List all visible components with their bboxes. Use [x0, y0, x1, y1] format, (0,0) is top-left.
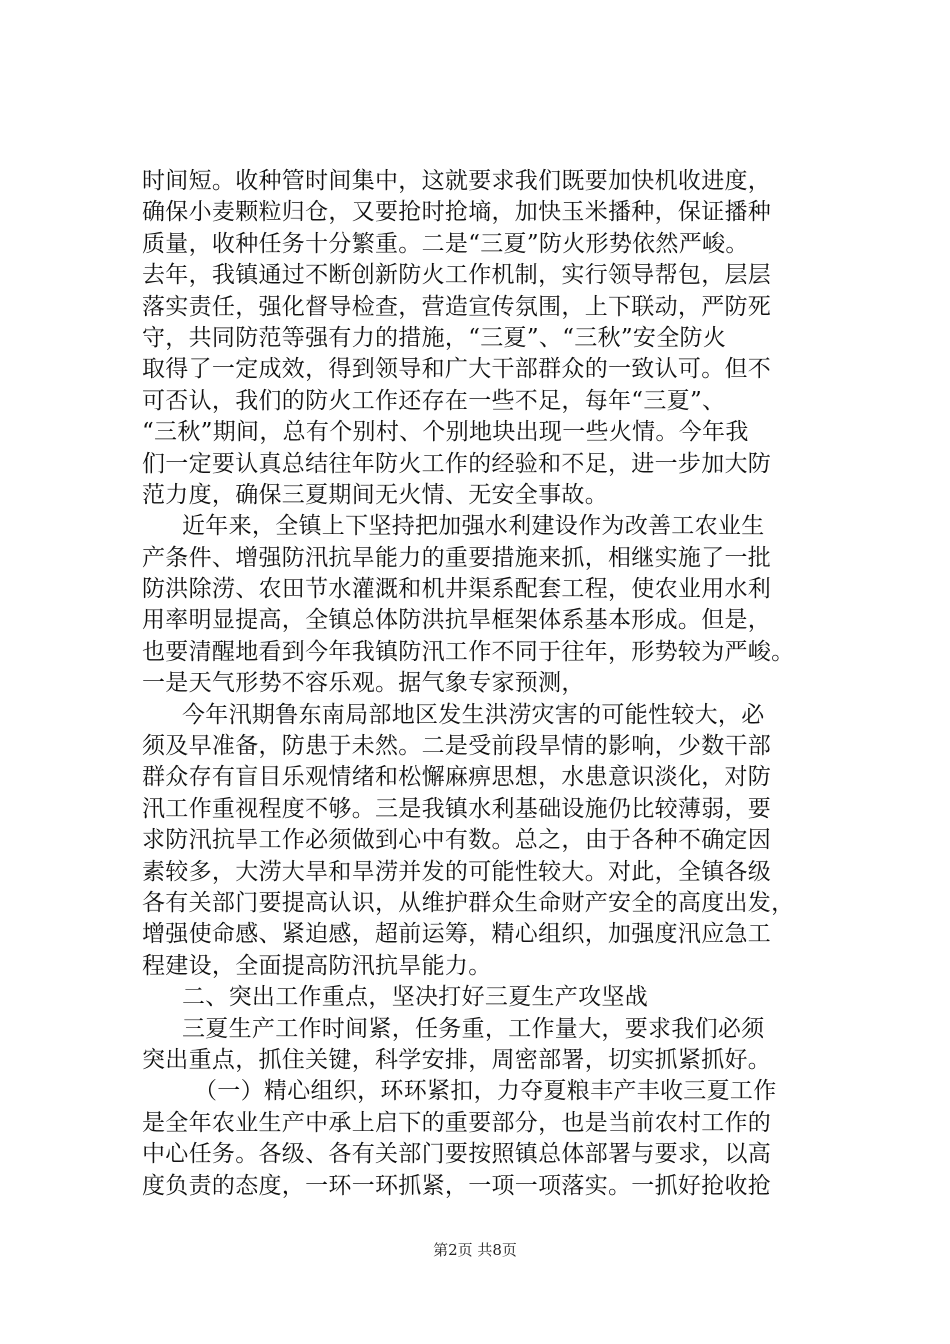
text-line: 时间短。收种管时间集中，这就要求我们既要加快机收进度， — [142, 168, 772, 194]
text-line: 防洪除涝、农田节水灌溉和机井渠系配套工程，使农业用水利 — [142, 576, 772, 603]
text-line: “三秋”期间，总有个别村、个别地块出现一些火情。今年我 — [142, 419, 749, 446]
text-line: 度负责的态度，一环一环抓紧，一项一项落实。一抓好抢收抢 — [142, 1172, 772, 1199]
text-line: 汛工作重视程度不够。三是我镇水利基础设施仍比较薄弱，要 — [142, 795, 772, 822]
paragraph-start-line: 今年汛期鲁东南局部地区发生洪涝灾害的可能性较大，必 — [182, 701, 765, 728]
subsection-heading: （一）精心组织，环环紧扣，力夺夏粮丰产丰收三夏工作 — [194, 1078, 777, 1105]
text-line: 须及早准备，防患于未然。二是受前段旱情的影响，少数干部 — [142, 733, 772, 760]
text-line: 用率明显提高，全镇总体防洪抗旱框架体系基本形成。但是， — [142, 607, 772, 634]
text-line: 求防汛抗旱工作必须做到心中有数。总之，由于各种不确定因 — [142, 827, 772, 854]
text-line: 一是天气形势不容乐观。据气象专家预测， — [142, 670, 585, 697]
text-line: 质量，收种任务十分繁重。二是“三夏”防火形势依然严峻。 — [142, 230, 749, 257]
text-line: 们一定要认真总结往年防火工作的经验和不足，进一步加大防 — [142, 450, 772, 477]
text-line: 确保小麦颗粒归仓，又要抢时抢墒，加快玉米播种，保证播种 — [142, 199, 772, 226]
text-line: 范力度，确保三夏期间无火情、无安全事故。 — [142, 481, 608, 508]
text-line: 也要清醒地看到今年我镇防汛工作不同于往年，形势较为严峻。 — [142, 638, 795, 665]
body-text — [142, 166, 842, 1202]
text-line: 各有关部门要提高认识，从维护群众生命财产安全的高度出发， — [142, 889, 795, 916]
text-line: 去年，我镇通过不断创新防火工作机制，实行领导帮包，层层 — [142, 262, 772, 289]
paragraph-start-line: 三夏生产工作时间紧，任务重，工作量大，要求我们必须 — [182, 1015, 765, 1042]
paragraph-start-line: 近年来，全镇上下坚持把加强水利建设作为改善工农业生 — [182, 513, 765, 540]
text-line: 突出重点，抓住关键，科学安排，周密部署，切实抓紧抓好。 — [142, 1046, 772, 1073]
section-heading: 二、突出工作重点，坚决打好三夏生产攻坚战 — [182, 984, 648, 1011]
text-line: 程建设，全面提高防汛抗旱能力。 — [142, 952, 492, 979]
text-line: 产条件、增强防汛抗旱能力的重要措施来抓，相继实施了一批 — [142, 544, 772, 571]
text-line: 守，共同防范等强有力的措施，“三夏”、“三秋”安全防火 — [142, 324, 727, 351]
text-line: 素较多，大涝大旱和旱涝并发的可能性较大。对此，全镇各级 — [142, 858, 772, 885]
text-line: 落实责任，强化督导检查，营造宣传氛围，上下联动，严防死 — [142, 293, 772, 320]
text-line: 可否认，我们的防火工作还存在一些不足，每年“三夏”、 — [142, 387, 726, 414]
text-line: 群众存有盲目乐观情绪和松懈麻痹思想，水患意识淡化，对防 — [142, 764, 772, 791]
text-line: 中心任务。各级、各有关部门要按照镇总体部署与要求，以高 — [142, 1141, 772, 1168]
text-line: 是全年农业生产中承上启下的重要部分，也是当前农村工作的 — [142, 1109, 772, 1136]
page-number-footer: 第2页 共8页 — [433, 1241, 517, 1259]
text-line: 取得了一定成效，得到领导和广大干部群众的一致认可。但不 — [142, 356, 772, 383]
text-line: 增强使命感、紧迫感，超前运筹，精心组织，加强度汛应急工 — [142, 921, 772, 948]
